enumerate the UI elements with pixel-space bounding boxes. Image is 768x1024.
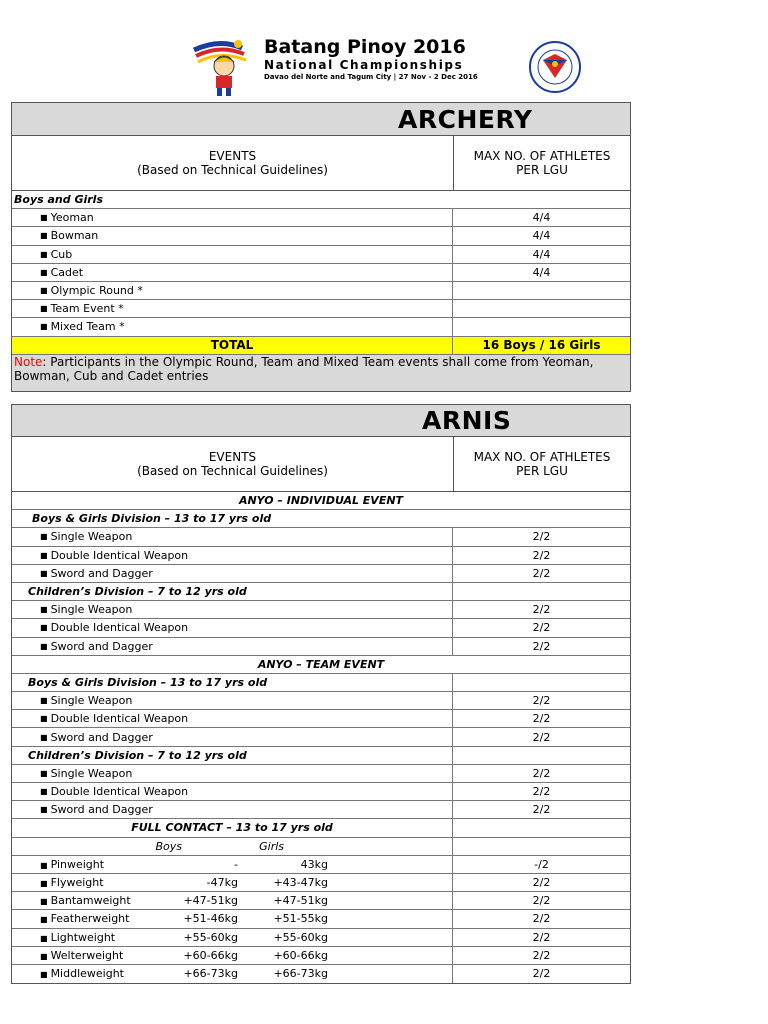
psc-seal-logo [528,40,582,94]
division-row: Children’s Division – 7 to 12 yrs old [12,583,630,601]
total-value: 16 Boys / 16 Girls [482,338,601,353]
table-row: ■ Single Weapon 2/2 [12,692,630,710]
arnis-title-row [12,405,630,437]
table-row: ■ Sword and Dagger 2/2 [12,801,630,819]
section-row: ANYO – INDIVIDUAL EVENT [12,492,630,510]
table-row: ■ Cadet 4/4 [12,264,630,282]
total-row [12,337,630,355]
girls-column-label: Girls [259,839,284,853]
section-row: Boys and Girls [12,191,630,209]
division-row: Boys & Girls Division – 13 to 17 yrs old [12,510,630,528]
weight-row: ■ Middleweight +66-73kg +66-73kg 2/2 [12,965,630,983]
event-subtitle: National Championships [264,58,464,72]
table-row: ■ Team Event * [12,300,630,318]
archery-title-row [12,103,630,136]
weight-header-row [12,838,630,856]
table-row: ■ Single Weapon 2/2 [12,528,630,546]
table-row: ■ Sword and Dagger 2/2 [12,728,630,746]
table-row: ■ Double Identical Weapon 2/2 [12,547,630,565]
division-row: Boys & Girls Division – 13 to 17 yrs old [12,674,630,692]
table-row: ■ Bowman 4/4 [12,227,630,245]
weight-row: ■ Lightweight +55-60kg +55-60kg 2/2 [12,929,630,947]
note-text: : Participants in the Olympic Round, Team and Mixed Team events shall come from Yeoman, Bowman, Cub and Cadet entries [14,354,594,383]
mascot-logo [190,36,260,100]
events-column-header: EVENTS (Based on Technical Guidelines) [12,136,454,190]
weight-row: ■ Pinweight - 43kg -/2 [12,856,630,874]
weight-row: ■ Welterweight +60-66kg +60-66kg 2/2 [12,947,630,965]
max-athletes-column-header: MAX NO. OF ATHLETES PER LGU [473,450,611,478]
event-header [190,36,590,100]
table-row: ■ Mixed Team * [12,318,630,336]
total-label: TOTAL [12,337,453,354]
table-row: ■ Single Weapon 2/2 [12,601,630,619]
event-venue: Davao del Norte and Tagum City | 27 Nov - 2 Dec 2016 [264,73,478,81]
weight-row: ■ Bantamweight +47-51kg +47-51kg 2/2 [12,892,630,910]
section-row: FULL CONTACT – 13 to 17 yrs old [12,819,630,837]
table-row: ■ Olympic Round * [12,282,630,300]
table-row: ■ Sword and Dagger 2/2 [12,638,630,656]
archery-title: ARCHERY [398,104,533,134]
section-row: ANYO – TEAM EVENT [12,656,630,674]
table-row: ■ Yeoman 4/4 [12,209,630,227]
arnis-header-row [12,437,630,492]
note-label: Note [14,354,43,369]
table-row: ■ Double Identical Weapon 2/2 [12,783,630,801]
archery-note [12,355,630,391]
archery-table [11,102,631,392]
arnis-table [11,404,631,984]
arnis-title: ARNIS [422,406,512,435]
max-athletes-column-header: MAX NO. OF ATHLETES PER LGU [473,149,611,177]
table-row: ■ Cub 4/4 [12,246,630,264]
table-row: ■ Single Weapon 2/2 [12,765,630,783]
archery-header-row [12,136,630,191]
weight-row: ■ Flyweight -47kg +43-47kg 2/2 [12,874,630,892]
events-column-header: EVENTS (Based on Technical Guidelines) [12,437,454,491]
event-title: Batang Pinoy 2016 [264,36,466,58]
table-row: ■ Double Identical Weapon 2/2 [12,710,630,728]
table-row: ■ Double Identical Weapon 2/2 [12,619,630,637]
division-row: Children’s Division – 7 to 12 yrs old [12,747,630,765]
boys-column-label: Boys [155,839,182,853]
weight-row: ■ Featherweight +51-46kg +51-55kg 2/2 [12,910,630,928]
table-row: ■ Sword and Dagger 2/2 [12,565,630,583]
